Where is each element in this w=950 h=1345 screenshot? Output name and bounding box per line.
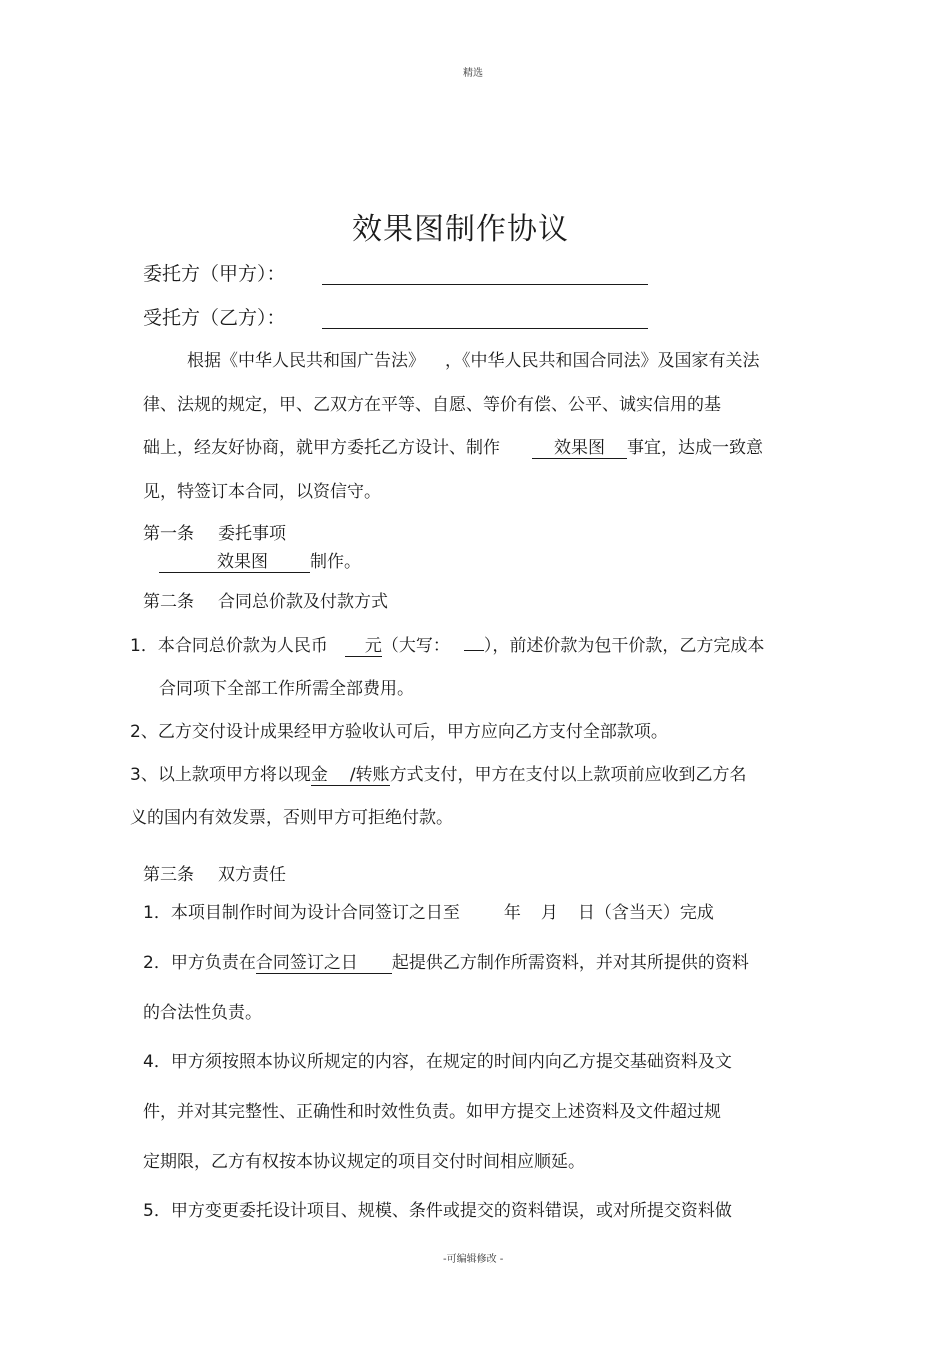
article-3-clause-1 (143, 902, 714, 924)
clause-text: 2．甲方负责在 (143, 953, 256, 973)
article-2-clause-2: 2、乙方交付设计成果经甲方验收认可后，甲方应向乙方支付全部款项。 (130, 722, 668, 742)
article-2-heading (143, 591, 388, 613)
article-3-clause-2 (143, 952, 749, 974)
date-month: 月 (540, 903, 558, 923)
party-a-label: 委托方（甲方）： (143, 263, 286, 285)
preamble-line-1 (187, 350, 760, 372)
amount-words-blank (464, 650, 484, 651)
clause-text: ），前述价款为包干价款，乙方完成本 (483, 636, 765, 656)
article-2-clause-3 (130, 764, 747, 786)
article-number: 第一条 (143, 524, 194, 544)
article-number: 第三条 (143, 865, 194, 885)
preamble-line-2: 律、法规的规定，甲、乙双方在平等、自愿、等价有偿、公平、诚实信用的基 (143, 395, 721, 415)
party-a-blank (322, 284, 648, 285)
preamble-text: 根据《中华人民共和国广告法》 (187, 351, 425, 371)
article-3-clause-4: 4．甲方须按照本协议所规定的内容，在规定的时间内向乙方提交基础资料及文 (143, 1052, 732, 1072)
clause-text: 方式支付，甲方在支付以上款项前应收到乙方名 (389, 765, 747, 785)
article-3-clause-5: 5．甲方变更委托设计项目、规模、条件或提交的资料错误，或对所提交资料做 (143, 1201, 732, 1221)
clause-text: 1．本项目制作时间为设计合同签订之日至 (143, 903, 460, 923)
article-text: 制作。 (310, 552, 361, 572)
clause-text: 1．本合同总价款为人民币 (130, 636, 328, 656)
preamble-text: 事宜，达成一致意 (627, 438, 763, 458)
preamble-line-4: 见，特签订本合同，以资信守。 (143, 482, 381, 502)
preamble-text: ，《中华人民共和国合同法》及国家有关法 (445, 351, 760, 371)
article-3-clause-2-cont: 的合法性负责。 (143, 1003, 262, 1023)
clause-text: 日（含当天）完成 (577, 903, 714, 923)
clause-text: 3、以上款项甲方将以现 (130, 765, 311, 785)
date-year: 年 (503, 903, 521, 923)
article-1-heading (143, 523, 286, 545)
preamble-line-3 (143, 437, 763, 459)
article-2-clause-1-cont: 合同项下全部工作所需全部费用。 (159, 679, 414, 699)
payment-fill: 金 (311, 765, 350, 786)
article-number: 第二条 (143, 592, 194, 612)
article-1-fill: 效果图 (159, 552, 310, 573)
article-2-clause-3-cont: 义的国内有效发票，否则甲方可拒绝付款。 (130, 808, 453, 828)
article-3-heading (143, 864, 286, 886)
clause-text: （大写： (381, 636, 450, 656)
preamble-fill: 效果图 (532, 438, 627, 459)
article-3-clause-4-cont-2: 定期限，乙方有权按本协议规定的项目交付时间相应顺延。 (143, 1152, 585, 1172)
article-2-clause-1 (130, 635, 764, 657)
article-title: 委托事项 (218, 524, 286, 544)
preamble-text: 础上，经友好协商，就甲方委托乙方设计、制作 (143, 438, 500, 458)
article-3-clause-4-cont-1: 件，并对其完整性、正确性和时效性负责。如甲方提交上述资料及文件超过规 (143, 1102, 721, 1122)
page-footer: -可编辑修改 - (443, 1254, 504, 1265)
article-title: 双方责任 (218, 865, 286, 885)
article-1-item (159, 551, 361, 573)
date-fill: 合同签订之日 (256, 953, 392, 974)
document-title: 效果图制作协议 (352, 212, 569, 247)
party-b-label: 受托方（乙方）： (143, 307, 286, 329)
payment-fill: /转账 (349, 765, 390, 785)
party-b-blank (322, 328, 648, 329)
clause-text: 起提供乙方制作所需资料，并对其所提供的资料 (391, 953, 749, 973)
page-header: 精选 (463, 68, 483, 79)
article-title: 合同总价款及付款方式 (218, 592, 388, 612)
amount-fill: 元 (345, 636, 382, 657)
